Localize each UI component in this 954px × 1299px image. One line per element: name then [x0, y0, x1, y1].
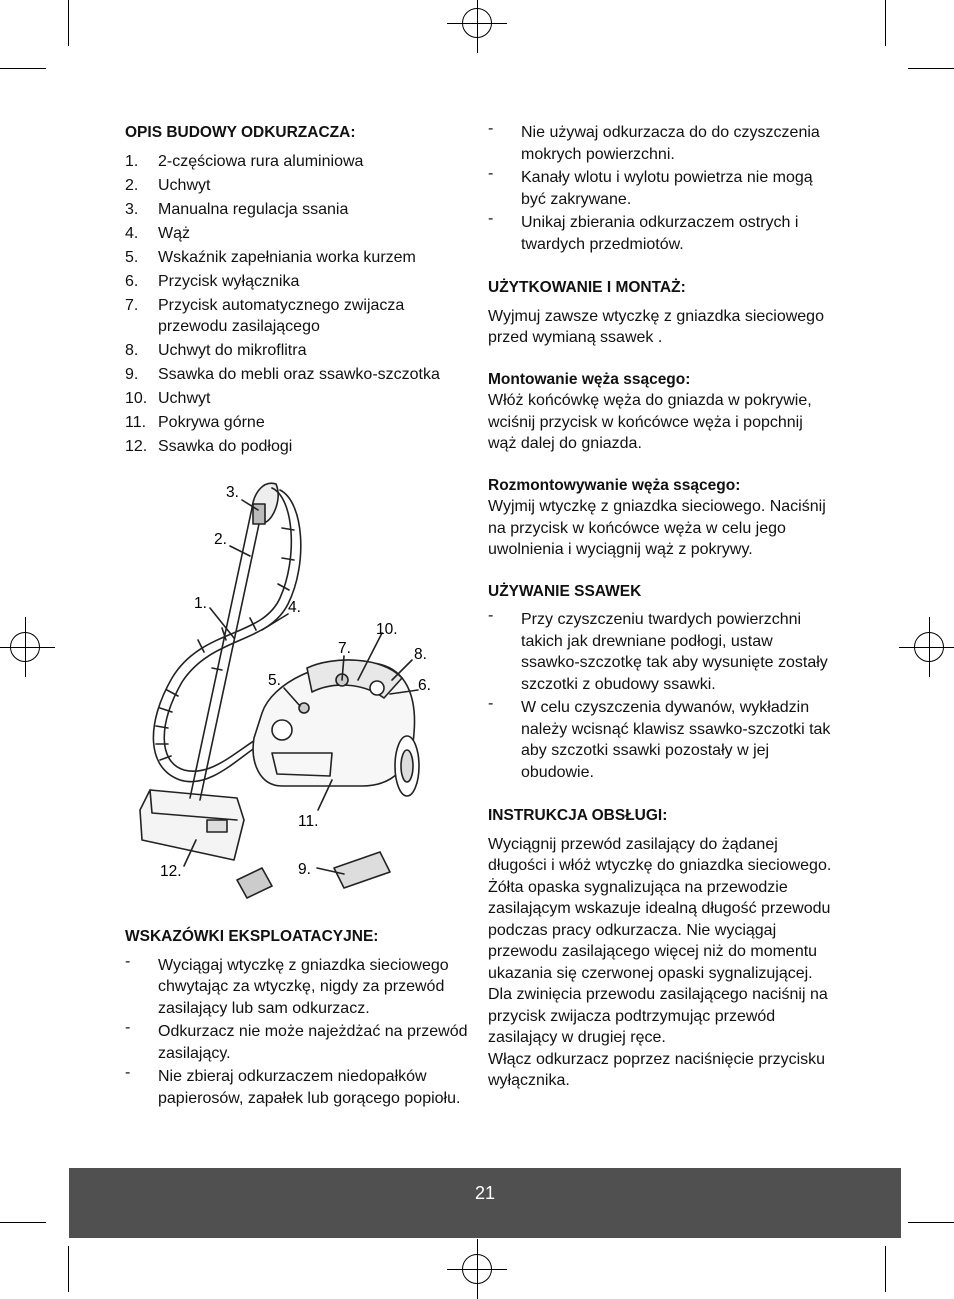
item-number: 10.: [125, 390, 148, 407]
list-item: [125, 151, 470, 173]
mount-text: Włóż końcówkę węża do gniazda w pokrywie, wciśnij przycisk w końcówce węża i popchnij wąż dalej do gniazda.: [488, 392, 812, 452]
callout-9: 9.: [298, 861, 311, 878]
list-item: [125, 295, 470, 338]
unmount-text: Wyjmij wtyczkę z gniazdka sieciowego. Naciśnij na przycisk w końcówce węża w celu jego uwolnienia i wyciągnij wąż z pokrywy.: [488, 498, 826, 558]
list-item: [125, 223, 470, 245]
list-item: [125, 247, 470, 269]
item-number: 7.: [125, 296, 139, 314]
tips-heading: WSKAZÓWKI EKSPLOATACYJNE:: [125, 928, 379, 945]
item-text: Ssawka do podłogi: [158, 438, 293, 455]
item-text: Manualna regulacja ssania: [158, 200, 349, 218]
list-item: [125, 412, 470, 434]
dash-bullet: -: [125, 1064, 131, 1081]
page-footer: [69, 1168, 901, 1238]
callout-12: 12.: [160, 863, 182, 880]
item-number: 2.: [125, 176, 139, 194]
list-item: [125, 199, 470, 221]
crop-mark: [68, 0, 69, 46]
list-item: [125, 436, 470, 458]
list-item: [125, 1021, 470, 1064]
item-text: Uchwyt: [158, 390, 211, 407]
item-text: Nie używaj odkurzacza do do czyszczenia mokrych powierzchni.: [521, 124, 820, 163]
list-item: [125, 364, 470, 386]
item-text: W celu czyszczenia dywanów, wykładzin należy wcisnąć klawisz ssawko-szczotki tak aby szczotki ssawki pozostały w jej obudowie.: [521, 699, 831, 781]
item-text: Wyciągaj wtyczkę z gniazdka sieciowego chwytając za wtyczkę, nigdy za przewód zasilający lub sam odkurzacz.: [158, 956, 449, 1017]
crop-mark: [885, 1246, 886, 1292]
item-text: Kanały wlotu i wylotu powietrza nie mogą być zakrywane.: [521, 169, 813, 208]
item-text: Wskaźnik zapełniania worka kurzem: [158, 248, 416, 266]
item-text: Unikaj zbierania odkurzaczem ostrych i twardych przedmiotów.: [521, 214, 799, 253]
right-column: [488, 122, 833, 1092]
vacuum-drawing: [122, 468, 467, 908]
item-text: Uchwyt do mikroflitra: [158, 342, 307, 359]
list-item: [488, 697, 833, 783]
crop-mark: [908, 1222, 954, 1223]
list-item: [488, 122, 833, 165]
item-text: Pokrywa górne: [158, 414, 265, 431]
operation-tips-section: [125, 926, 470, 1111]
item-text: Wąż: [158, 224, 190, 242]
callout-3: 3.: [226, 484, 239, 501]
parts-list: [125, 151, 470, 458]
callout-11: 11.: [298, 813, 319, 830]
crop-mark: [68, 1246, 69, 1292]
callout-6: 6.: [418, 677, 431, 694]
instructions-paragraph-3: Włącz odkurzacz poprzez naciśnięcie przycisku wyłącznika.: [488, 1050, 826, 1089]
left-column: [125, 122, 470, 460]
list-item: [125, 271, 470, 293]
list-item: [125, 340, 470, 362]
registration-mark-bottom: [462, 1254, 492, 1284]
item-text: Nie zbieraj odkurzaczem niedopałków papierosów, zapałek lub gorącego popiołu.: [158, 1068, 461, 1107]
callout-10: 10.: [376, 621, 398, 638]
list-item: [125, 1066, 470, 1109]
list-item: [488, 167, 833, 210]
registration-mark-right: [914, 632, 944, 662]
item-number: 4.: [125, 224, 139, 242]
item-text: Ssawka do mebli oraz ssawko-szczotka: [158, 366, 440, 383]
item-number: 12.: [125, 438, 148, 455]
dash-bullet: -: [488, 695, 494, 712]
item-text: Odkurzacz nie może najeżdżać na przewód zasilający.: [158, 1023, 468, 1062]
tips-list-continued: [488, 122, 833, 255]
dash-bullet: -: [488, 210, 494, 227]
dash-bullet: -: [488, 120, 494, 137]
crop-mark: [885, 0, 886, 46]
usage-heading: UŻYTKOWANIE I MONTAŻ:: [488, 279, 686, 296]
callout-8: 8.: [414, 646, 427, 663]
mount-heading: Montowanie węża ssącego:: [488, 370, 691, 388]
item-number: 8.: [125, 342, 139, 359]
registration-mark-top: [462, 8, 492, 38]
instructions-heading: INSTRUKCJA OBSŁUGI:: [488, 807, 668, 824]
instructions-paragraph-2: Dla zwinięcia przewodu zasilającego naciśnij na przycisk zwijacza podtrzymując przewód zasilający w drugiej ręce.: [488, 986, 828, 1046]
item-text: Przycisk wyłącznika: [158, 272, 300, 290]
callout-2: 2.: [214, 531, 227, 548]
unmount-heading: Rozmontowywanie węża ssącego:: [488, 476, 741, 494]
usage-text: Wyjmuj zawsze wtyczkę z gniazdka sieciowego przed wymianą ssawek .: [488, 307, 824, 346]
item-text: Uchwyt: [158, 176, 211, 194]
callout-5: 5.: [268, 672, 281, 689]
nozzles-heading: UŻYWANIE SSAWEK: [488, 582, 642, 600]
list-item: [488, 609, 833, 695]
item-text: Przycisk automatycznego zwijacza przewodu zasilającego: [158, 296, 405, 335]
vacuum-cleaner-illustration: [122, 468, 467, 908]
crop-mark: [0, 1222, 46, 1223]
crop-mark: [908, 68, 954, 69]
callout-7: 7.: [338, 640, 351, 657]
list-item: [488, 212, 833, 255]
nozzles-list: [488, 609, 833, 783]
registration-mark-left: [10, 632, 40, 662]
item-text: Przy czyszczeniu twardych powierzchni takich jak drewniane podłogi, ustaw ssawko-szczotkę tak aby wysunięte zostały szczotki z obudowy ssawki.: [521, 611, 828, 693]
dash-bullet: -: [125, 952, 131, 970]
list-item: [125, 952, 470, 1020]
instructions-paragraph-1: Wyciągnij przewód zasilający do żądanej długości i włóż wtyczkę do gniazdka sieciowego. Żółta opaska sygnalizująca na przewodzie zasilającym wskazuje idealną długość przewodu podczas pracy odkurzacza. Nie wyciągaj przewodu zasilającego więcej niż do momentu ukazania się czerwonej opaski sygnalizującej.: [488, 835, 832, 982]
crop-mark: [0, 68, 46, 69]
item-number: 9.: [125, 366, 139, 383]
callout-1: 1.: [194, 595, 207, 612]
item-number: 11.: [125, 414, 147, 431]
list-item: [125, 388, 470, 410]
callout-4: 4.: [288, 599, 301, 616]
item-number: 5.: [125, 248, 139, 266]
parts-heading: OPIS BUDOWY ODKURZACZA:: [125, 124, 356, 141]
page-number: 21: [474, 1183, 496, 1203]
list-item: [125, 175, 470, 197]
tips-list: [125, 952, 470, 1110]
item-text: 2-częściowa rura aluminiowa: [158, 152, 364, 170]
dash-bullet: -: [125, 1019, 131, 1036]
dash-bullet: -: [488, 607, 494, 624]
item-number: 1.: [125, 152, 139, 170]
item-number: 3.: [125, 200, 139, 218]
item-number: 6.: [125, 272, 139, 290]
dash-bullet: -: [488, 165, 494, 182]
